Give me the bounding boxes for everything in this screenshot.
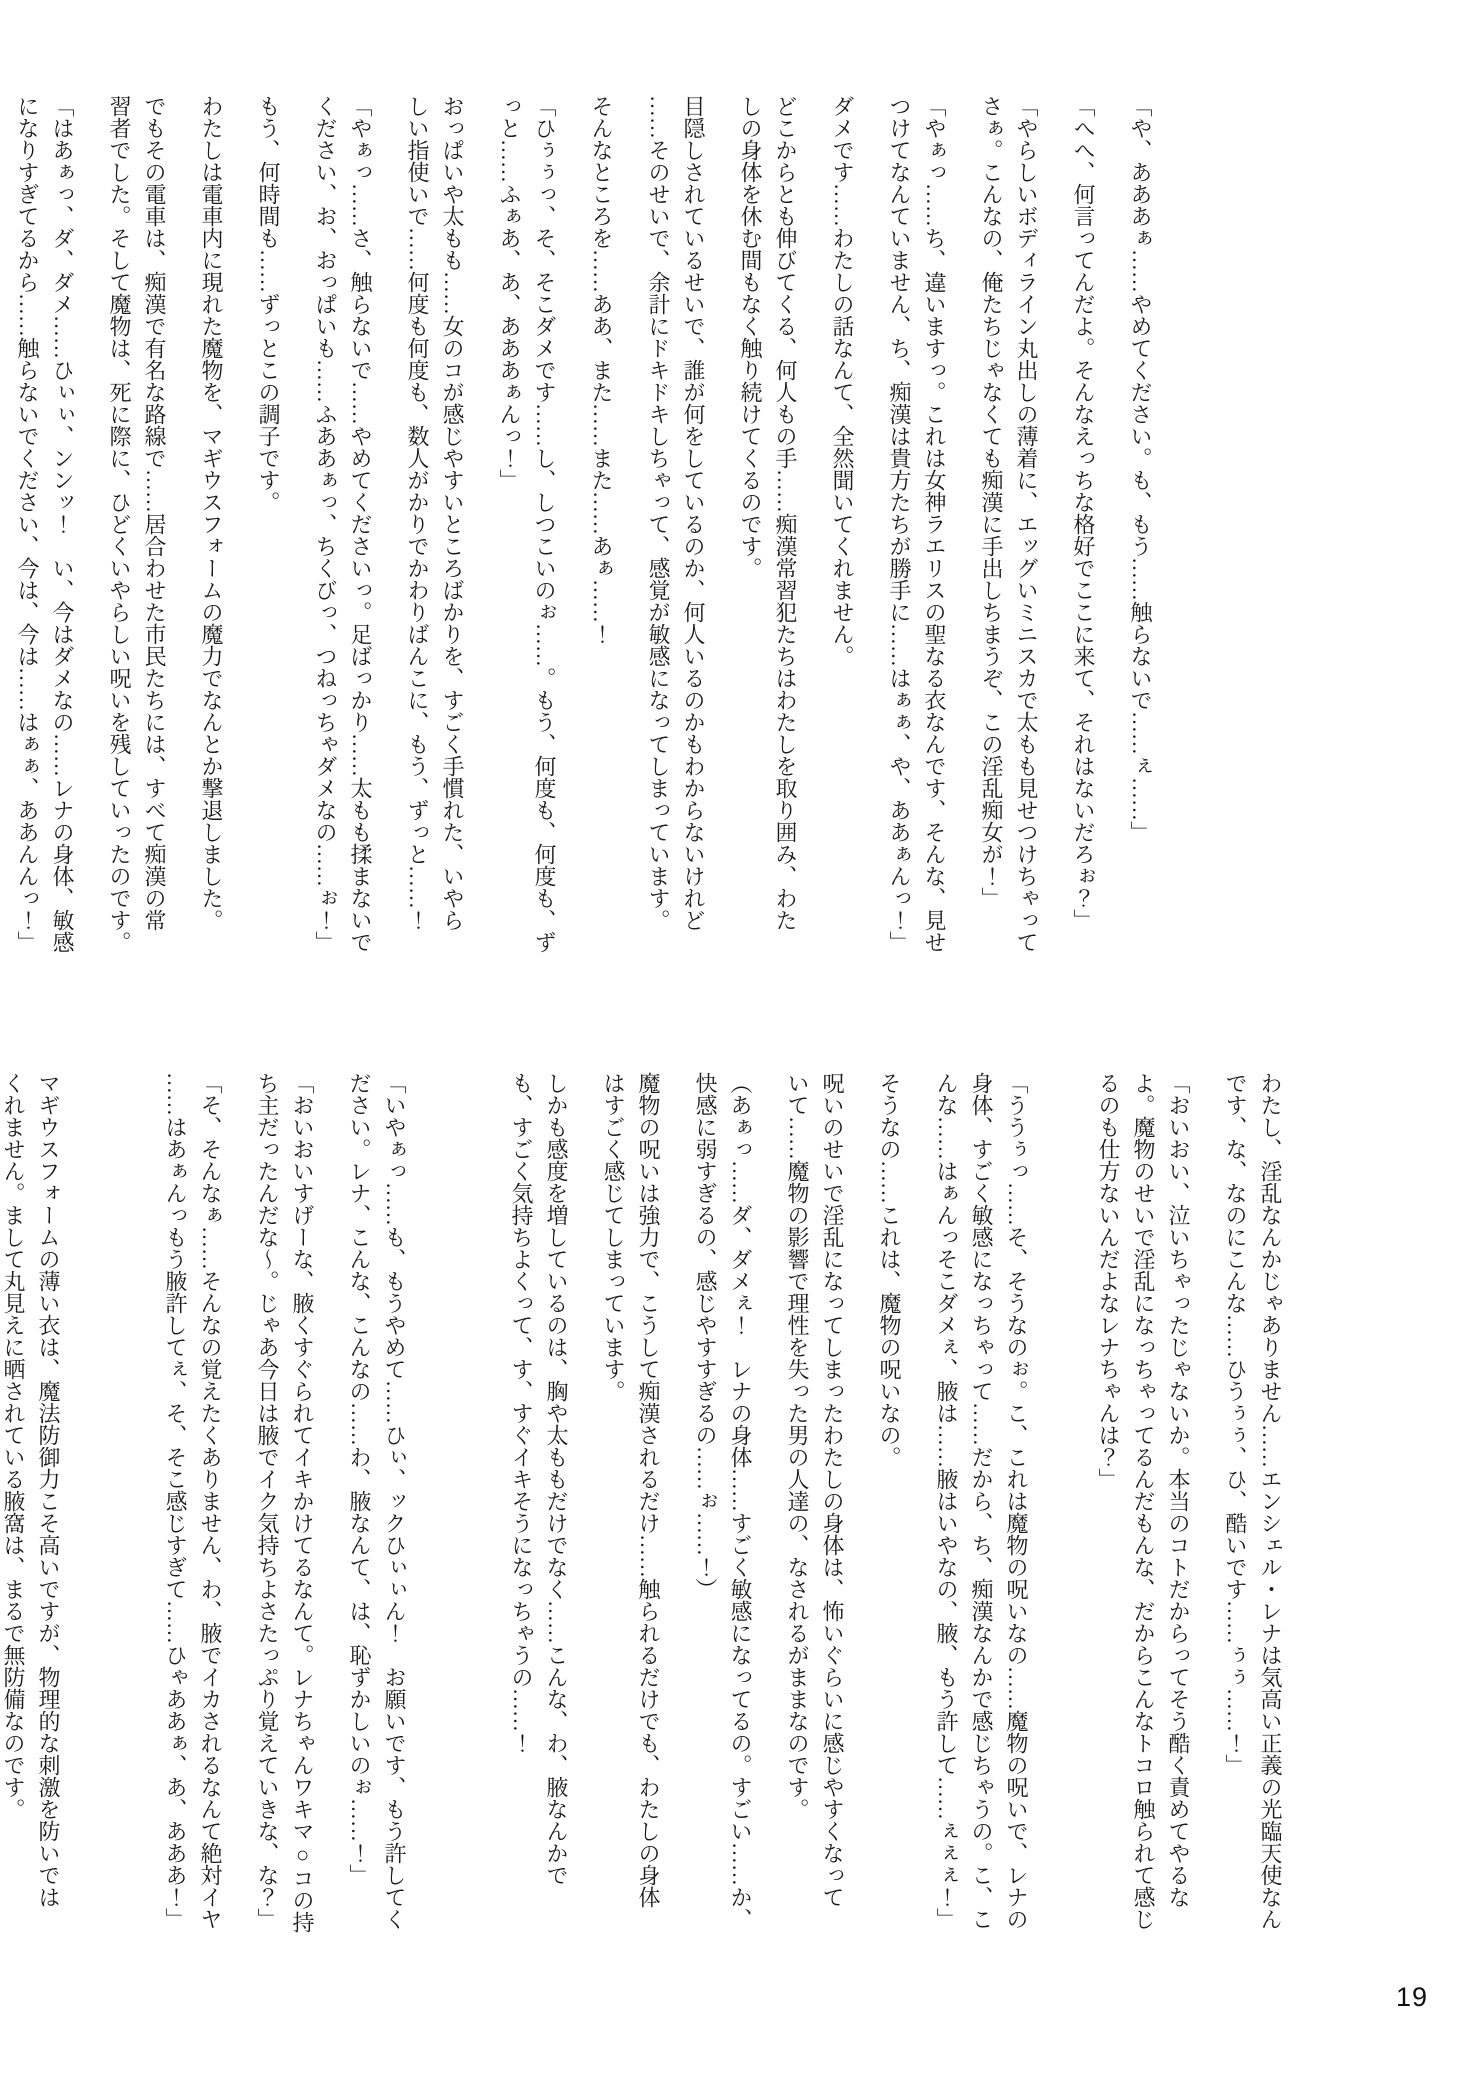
text-column: ち主だったんだな〜。じゃあ今日は腋でイク気持ちよさたっぷり覚えていきな、な？」 (255, 1072, 280, 1930)
text-column: も、すごく気持ちよくって、す、すぐイキそうになっちゃうの……！ (509, 1072, 534, 1754)
text-column: 身体、すごく敏感になっちゃって……だから、ち、痴漢なんかで感じちゃうの。こ、こ (969, 1072, 994, 1930)
text-column: もう、何時間も……ずっとこの調子です。 (256, 95, 281, 513)
text-column: そんなところを……ああ、また……また……あぁ……！ (589, 95, 614, 645)
text-column: 「そ、そんなぁ……そんなの覚えたくありません、わ、腋でイカされるなんて絶対イヤ (198, 1072, 223, 1930)
text-column: 呪いのせいで淫乱になってしまったわたしの身体は、怖いぐらいに感じやすくなって (820, 1072, 845, 1908)
column-gap (123, 1072, 158, 1987)
text-column: くれません。まして丸見えに晒されている腋窩は、まるで無防備なのです。 (1, 1072, 26, 1820)
text-column: わたしは電車内に現れた魔物を、マギウスフォームの魔力でなんとか撃退しました。 (199, 95, 224, 931)
text-column: しい指使いで……何度も何度も、数人がかりでかわりばんこに、もう、ずっと……！ (405, 95, 430, 931)
text-column: 魔物の呪いは強力で、こうして痴漢されるだけ……触られるだけでも、わたしの身体 (636, 1072, 661, 1908)
text-column: 習者でした。そして魔物は、死に際に、ひどくいやらしい呪いを残していったのです。 (107, 95, 132, 953)
text-column: 「ひぅぅっ、そ、そこダメです……し、しつこいのぉ……。もう、何度も、何度も、ず (532, 95, 557, 953)
text-column: 「いやぁっ……も、もうやめて……ひぃ、ックひぃぃん！ お願いです、もう許してく (382, 1072, 407, 1930)
column-gap (434, 1072, 469, 1987)
text-column: しの身体を休む間もなく触り続けてくるのです。 (738, 95, 763, 579)
text-column: 「や、あああぁ……やめてください。も、もう……触らないで……ぇ……」 (1128, 95, 1153, 843)
text-block-bottom (0, 1072, 1310, 1987)
text-column: ダメです……わたしの話なんて、全然聞いてくれません。 (830, 95, 855, 667)
text-column: どこからとも伸びてくる、何人もの手……痴漢常習犯たちはわたしを取り囲み、わた (773, 95, 798, 931)
text-column: っと……ふぁあ、あ、あああぁんっ！」 (497, 95, 522, 491)
text-column: 「おいおいすげーな、腋くすぐられてイキかけてるなんて。レナちゃんワキマ○コの持 (290, 1072, 315, 1933)
text-column: はすごく感じてしまっています。 (601, 1072, 626, 1402)
text-column: 快感に弱すぎるの、感じやすすぎるの……ぉ……！） (693, 1072, 718, 1600)
text-column: （あぁっ……ダ、ダメぇ！ レナの身体……すごく敏感になってるの。すごい……か、 (728, 1072, 753, 1930)
text-column: 「おいおい、泣いちゃったじゃないか。本当のコトだからってそう酷く責めてやるな (1166, 1072, 1191, 1908)
text-column: マギウスフォームの薄い衣は、魔法防御力こそ高いですが、物理的な刺激を防いでは (36, 1072, 61, 1908)
text-column: いて……魔物の影響で理性を失った男の人達の、なされるがままなのです。 (785, 1072, 810, 1820)
column-gap (469, 1072, 504, 1987)
text-column: よ。魔物のせいで淫乱になっちゃってるんだもんな、だからこんなトコロ触られて感じ (1131, 1072, 1156, 1930)
text-column: 「ううぅっ……そ、そうなのぉ。こ、これは魔物の呪いなの……魔物の呪いで、レナの (1004, 1072, 1029, 1930)
text-column: わたし、淫乱なんかじゃありません……エンシェル・レナは気高い正義の光臨天使なん (1258, 1072, 1283, 1930)
text-column: おっぱいや太もも……女のコが感じやすいところばかりを、すごく手慣れた、いやら (440, 95, 465, 931)
text-column: ください、お、おっぱいも……ふああぁっ、ちくびっ、つねっちゃダメなの……ぉ！」 (313, 95, 338, 953)
page-number: 19 (1396, 1982, 1429, 2012)
text-column (0, 95, 10, 988)
text-column: んな……はぁんっそこダメぇ、腋は……腋はいやなの、腋、もう許して……ぇぇぇ！」 (934, 1072, 959, 1930)
text-column: 「はあぁっ、ダ、ダメ……ひぃぃ、ンンッ！ い、今はダメなの……レナの身体、敏感 (50, 95, 75, 953)
text-column: つけてなんていません、ち、痴漢は貴方たちが勝手に……はぁぁ、や、ああぁんっ！」 (887, 95, 912, 953)
text-column: ……はあぁんっもう腋許してぇ、そ、そこ感じすぎて……ひゃああぁ、あ、あああ！」 (163, 1072, 188, 1930)
text-column: でもその電車は、痴漢で有名な路線で……居合わせた市民たちには、すべて痴漢の常 (142, 95, 167, 931)
column-gap (88, 1072, 123, 1987)
text-column: ださい。レナ、こんな、こんなの……わ、腋なんて、は、恥ずかしいのぉ……！」 (347, 1072, 372, 1886)
text-column: 「へへ、何言ってんだよ。そんなえっちな格好でここに来て、それはないだろぉ？」 (1071, 95, 1096, 931)
text-column: そうなの……これは、魔物の呪いなの。 (877, 1072, 902, 1468)
text-block-top (0, 95, 1180, 1010)
text-column: 「やらしいボディライン丸出しの薄着に、エッグいミニスカで太もも見せつけちゃって (1014, 95, 1039, 953)
text-column: しかも感度を増しているのは、胸や太ももだけでなく……こんな、わ、腋なんかで (544, 1072, 569, 1886)
text-column: 「やぁっ……ち、違いますっ。これは女神ラエリスの聖なる衣なんです、そんな、見せ (922, 95, 947, 953)
text-column: 「やぁっ……さ、触らないで……やめてくださいっ。足ばっかり……太もも揉まないで (348, 95, 373, 953)
text-column: ……そのせいで、余計にドキドキしちゃって、感覚が敏感になってしまっています。 (646, 95, 671, 931)
text-column: 目隠しされているせいで、誰が何をしているのか、何人いるのかもわからないけれど (681, 95, 706, 931)
text-column: るのも仕方ないんだよなレナちゃんは？」 (1096, 1072, 1121, 1490)
text-column: です、な、なのにこんな……ひうぅぅ、ひ、酷いです……ぅぅ……！」 (1223, 1072, 1248, 1776)
text-column: さぁ。こんなの、俺たちじゃなくても痴漢に手出しちまうぞ、この淫乱痴女が！」 (979, 95, 1004, 909)
column-gap (1056, 1072, 1091, 1987)
text-column: になりすぎてるから……触らないでください、今は、今は……はぁぁ、ああんんっ！」 (15, 95, 40, 953)
